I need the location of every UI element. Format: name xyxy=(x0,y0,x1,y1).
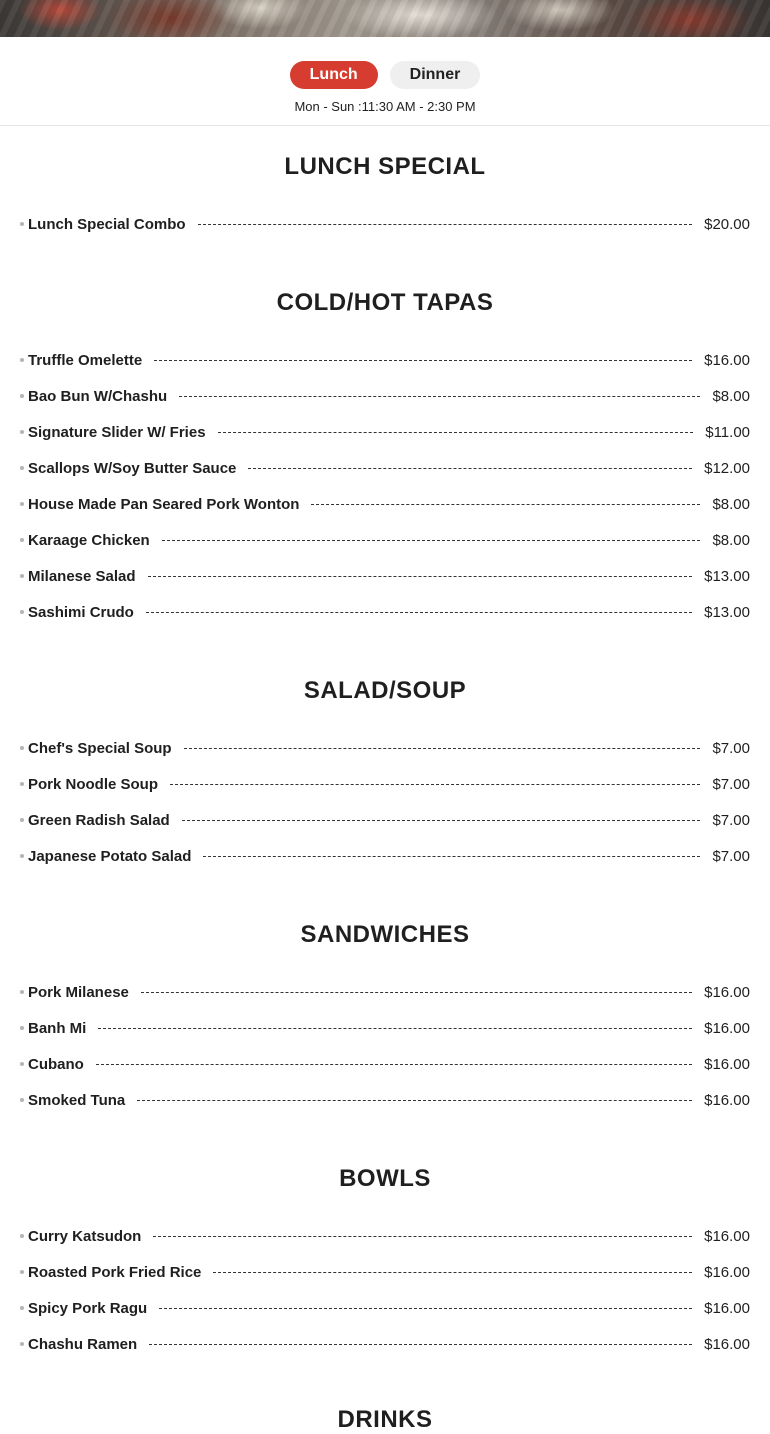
item-name: Signature Slider W/ Fries xyxy=(28,423,206,441)
item-price: $20.00 xyxy=(704,215,750,233)
item-price: $7.00 xyxy=(712,847,750,865)
item-price: $11.00 xyxy=(705,423,750,441)
section-title-sandwiches: SANDWICHES xyxy=(300,921,470,948)
dotted-leader xyxy=(170,784,700,785)
menu-item[interactable] xyxy=(20,350,750,370)
dotted-leader xyxy=(179,396,700,397)
bullet-icon xyxy=(20,502,24,506)
item-price: $8.00 xyxy=(712,495,750,513)
bullet-icon xyxy=(20,466,24,470)
dotted-leader xyxy=(311,504,700,505)
bullet-icon xyxy=(20,222,24,226)
item-name: Karaage Chicken xyxy=(28,531,150,549)
item-name: Smoked Tuna xyxy=(28,1091,126,1109)
item-name: House Made Pan Seared Pork Wonton xyxy=(28,495,300,513)
item-price: $7.00 xyxy=(712,739,750,757)
item-price: $13.00 xyxy=(704,567,750,585)
menu-item[interactable] xyxy=(20,458,750,478)
bullet-icon xyxy=(20,782,24,786)
menu-item[interactable] xyxy=(20,494,750,514)
item-price: $7.00 xyxy=(712,811,750,829)
dotted-leader xyxy=(149,1344,692,1345)
menu-item[interactable] xyxy=(20,982,750,1002)
bullet-icon xyxy=(20,430,24,434)
item-name: Roasted Pork Fried Rice xyxy=(28,1263,202,1281)
bullet-icon xyxy=(20,1270,24,1274)
dotted-leader xyxy=(213,1272,692,1273)
bullet-icon xyxy=(20,818,24,822)
menu-item[interactable] xyxy=(20,1262,750,1282)
item-price: $16.00 xyxy=(704,1019,750,1037)
item-price: $8.00 xyxy=(712,531,750,549)
item-price: $7.00 xyxy=(712,775,750,793)
menu-item[interactable] xyxy=(20,566,750,586)
bullet-icon xyxy=(20,1026,24,1030)
item-name: Pork Milanese xyxy=(28,983,129,1001)
bullet-icon xyxy=(20,1342,24,1346)
dotted-leader xyxy=(203,856,700,857)
dotted-leader xyxy=(184,748,701,749)
dotted-leader xyxy=(137,1100,692,1101)
item-name: Cubano xyxy=(28,1055,84,1073)
dotted-leader xyxy=(96,1064,692,1065)
menu-item[interactable] xyxy=(20,422,750,442)
dotted-leader xyxy=(146,612,692,613)
item-name: Green Radish Salad xyxy=(28,811,170,829)
menu-item[interactable] xyxy=(20,846,750,866)
item-price: $16.00 xyxy=(704,1335,750,1353)
item-price: $16.00 xyxy=(704,1299,750,1317)
bullet-icon xyxy=(20,574,24,578)
menu-item[interactable] xyxy=(20,602,750,622)
bullet-icon xyxy=(20,1234,24,1238)
dotted-leader xyxy=(148,576,693,577)
dotted-leader xyxy=(154,360,692,361)
menu-item[interactable] xyxy=(20,214,750,234)
item-price: $8.00 xyxy=(712,387,750,405)
menu-item[interactable] xyxy=(20,1298,750,1318)
menu-item[interactable] xyxy=(20,1018,750,1038)
item-price: $16.00 xyxy=(704,351,750,369)
dotted-leader xyxy=(98,1028,692,1029)
item-name: Lunch Special Combo xyxy=(28,215,186,233)
hero-image xyxy=(0,0,770,37)
item-price: $13.00 xyxy=(704,603,750,621)
item-name: Japanese Potato Salad xyxy=(28,847,192,865)
item-name: Banh Mi xyxy=(28,1019,87,1037)
dotted-leader xyxy=(141,992,692,993)
menu-item[interactable] xyxy=(20,774,750,794)
menu-item[interactable] xyxy=(20,530,750,550)
section-title-lunch-special: LUNCH SPECIAL xyxy=(284,153,486,180)
dotted-leader xyxy=(182,820,701,821)
item-name: Milanese Salad xyxy=(28,567,136,585)
section-title-cold-hot-tapas: COLD/HOT TAPAS xyxy=(276,289,494,316)
menu-item[interactable] xyxy=(20,738,750,758)
menu-tabs-bar xyxy=(0,37,770,126)
dotted-leader xyxy=(162,540,701,541)
item-price: $16.00 xyxy=(704,1227,750,1245)
dotted-leader xyxy=(248,468,692,469)
section-title-drinks: DRINKS xyxy=(337,1406,433,1433)
menu-item[interactable] xyxy=(20,1334,750,1354)
bullet-icon xyxy=(20,1306,24,1310)
item-name: Chef's Special Soup xyxy=(28,739,172,757)
bullet-icon xyxy=(20,358,24,362)
item-name: Pork Noodle Soup xyxy=(28,775,159,793)
menu-item[interactable] xyxy=(20,1090,750,1110)
item-name: Curry Katsudon xyxy=(28,1227,142,1245)
item-price: $16.00 xyxy=(704,1055,750,1073)
service-hours: Mon - Sun :11:30 AM - 2:30 PM xyxy=(294,99,476,114)
item-name: Spicy Pork Ragu xyxy=(28,1299,148,1317)
bullet-icon xyxy=(20,854,24,858)
dotted-leader xyxy=(218,432,694,433)
dotted-leader xyxy=(153,1236,692,1237)
tab-lunch[interactable]: Lunch xyxy=(290,61,378,89)
item-price: $12.00 xyxy=(704,459,750,477)
item-name: Bao Bun W/Chashu xyxy=(28,387,168,405)
section-title-salad-soup: SALAD/SOUP xyxy=(303,677,467,704)
bullet-icon xyxy=(20,538,24,542)
item-name: Chashu Ramen xyxy=(28,1335,138,1353)
bullet-icon xyxy=(20,610,24,614)
menu-item[interactable] xyxy=(20,386,750,406)
item-name: Truffle Omelette xyxy=(28,351,143,369)
menu-item[interactable] xyxy=(20,1054,750,1074)
menu-item[interactable] xyxy=(20,810,750,830)
bullet-icon xyxy=(20,1062,24,1066)
bullet-icon xyxy=(20,1098,24,1102)
menu-item[interactable] xyxy=(20,1226,750,1246)
dotted-leader xyxy=(159,1308,692,1309)
section-title-bowls: BOWLS xyxy=(339,1165,431,1192)
item-price: $16.00 xyxy=(704,1091,750,1109)
dotted-leader xyxy=(198,224,693,225)
item-price: $16.00 xyxy=(704,983,750,1001)
item-name: Sashimi Crudo xyxy=(28,603,134,621)
item-name: Scallops W/Soy Butter Sauce xyxy=(28,459,237,477)
bullet-icon xyxy=(20,746,24,750)
bullet-icon xyxy=(20,394,24,398)
tab-dinner[interactable]: Dinner xyxy=(390,61,481,89)
item-price: $16.00 xyxy=(704,1263,750,1281)
bullet-icon xyxy=(20,990,24,994)
menu-tabs xyxy=(0,61,770,89)
